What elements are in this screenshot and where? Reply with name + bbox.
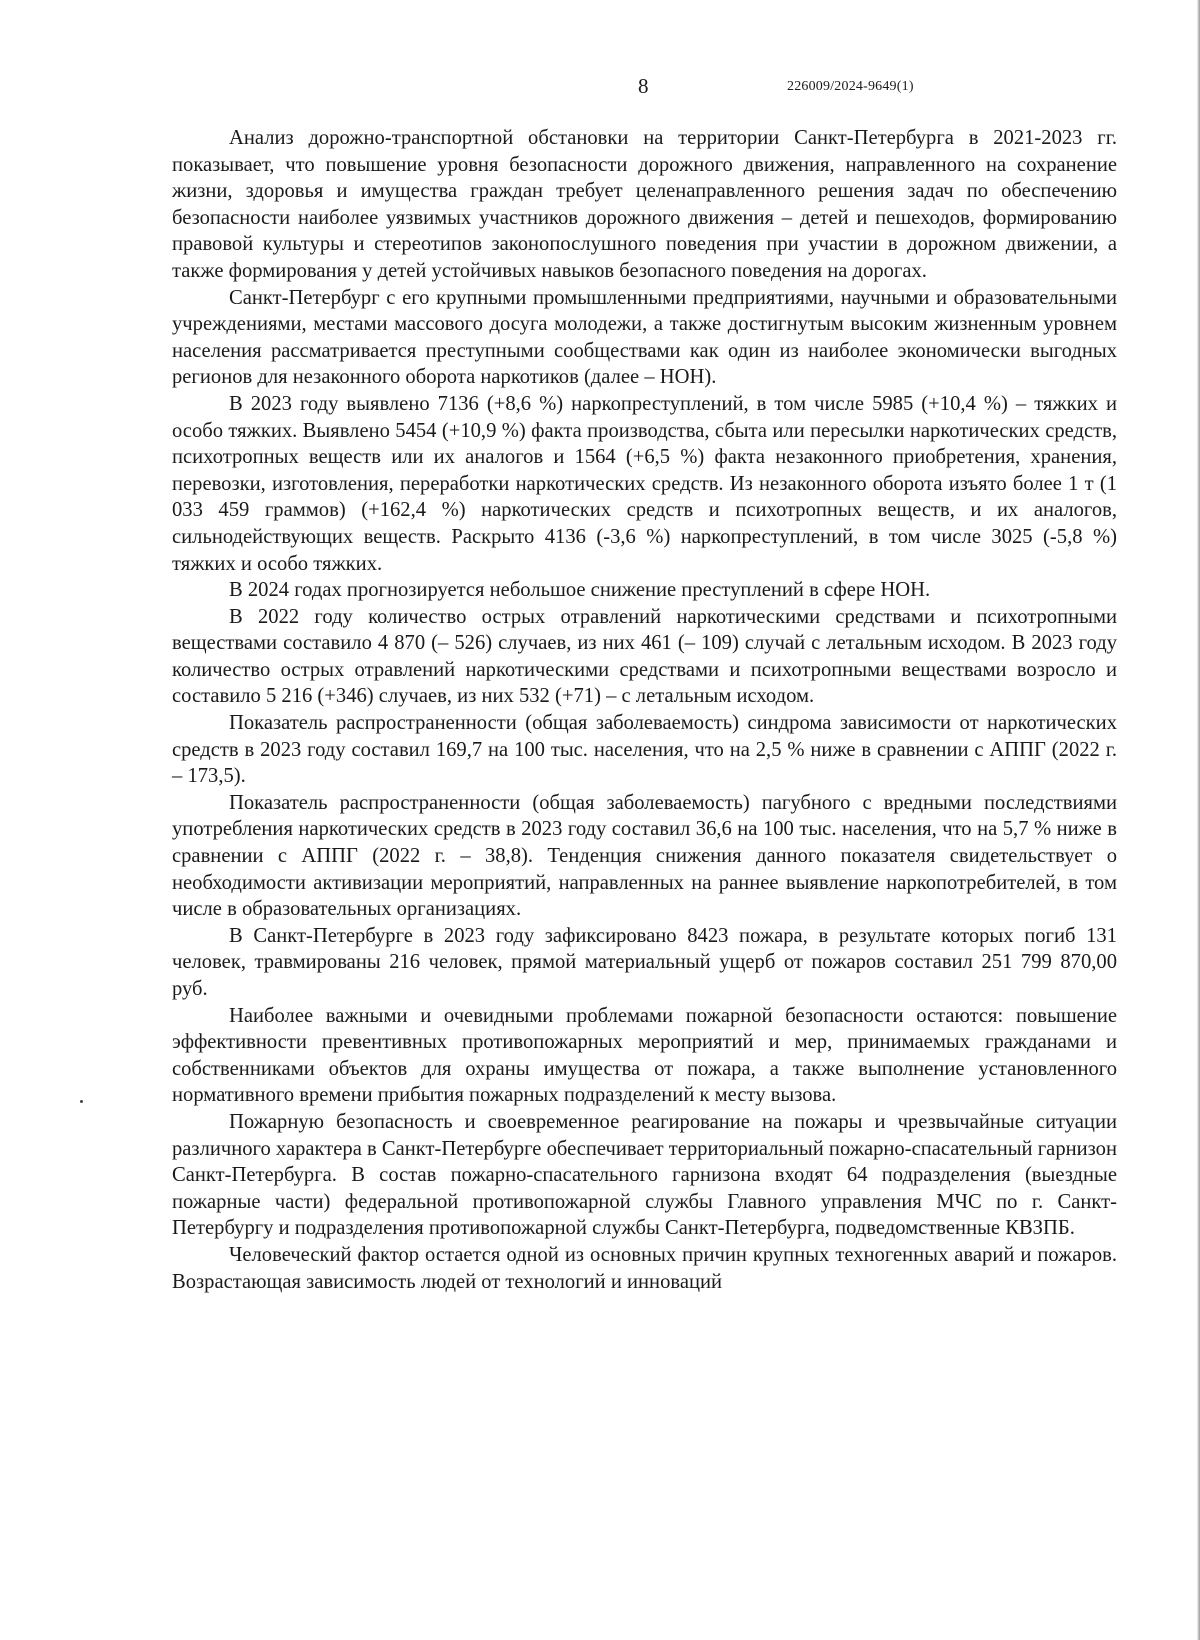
paragraph-forecast-2024: В 2024 годах прогнозируется небольшое снижение преступлений в сфере НОН.	[229, 579, 931, 602]
paragraph-drug-trafficking-region: Санкт-Петербург с его крупными промышленными предприятиями, научными и образовательными учреждениями, местами массового досуга молодежи, а также достигнутым высоким жизненным уровнем населения рассматривается преступными сообществами как один из наиболее экономически выгодных регионов для незаконного оборота наркотиков (далее – НОН).	[172, 286, 1117, 389]
paragraph-human-factor: Человеческий фактор остается одной из основных причин крупных техногенных аварий и пожаров. Возрастающая зависимость людей от технологий и инноваций	[172, 1243, 1117, 1293]
page-number: 8	[638, 74, 649, 98]
paragraph-poisonings: В 2022 году количество острых отравлений наркотическими средствами и психотропными веществами составило 4 870 (– 526) случаев, из них 461 (– 109) случай с летальным исходом. В 2023 году количество острых отравлений наркотическими средствами и психотропными веществами возросло и составило 5 216 (+346) случаев, из них 532 (+71) – с летальным исходом.	[172, 605, 1117, 708]
paragraph-dependence-prevalence: Показатель распространенности (общая заболеваемость) синдрома зависимости от наркотических средств в 2023 году составил 169,7 на 100 тыс. населения, что на 2,5 % ниже в сравнении с АППГ (2022 г. – 173,5).	[172, 712, 1117, 788]
paragraph-fires-2023: В Санкт-Петербурге в 2023 году зафиксировано 8423 пожара, в результате которых погиб 131 человек, травмированы 216 человек, прямой материальный ущерб от пожаров составил 251 799 870,00 руб.	[172, 924, 1117, 1000]
paragraph-drug-crimes-2023: В 2023 году выявлено 7136 (+8,6 %) наркопреступлений, в том числе 5985 (+10,4 %) – тяжких и особо тяжких. Выявлено 5454 (+10,9 %) факта производства, сбыта или пересылки наркотических средств, психотропных веществ или их аналогов и 1564 (+6,5 %) факта незаконного приобретения, хранения, перевозки, изготовления, переработки наркотических средств. Из незаконного оборота изъято более 1 т (1 033 459 граммов) (+162,4 %) наркотических средств и психотропных веществ, и их аналогов, сильнодействующих веществ. Раскрыто 4136 (-3,6 %) наркопреступлений, в том числе 3025 (-5,8 %) тяжких и особо тяжких.	[172, 392, 1117, 575]
paragraph-harmful-use-prevalence: Показатель распространенности (общая заболеваемость) пагубного с вредными последствиями употребления наркотических средств в 2023 году составил 36,6 на 100 тыс. населения, что на 5,7 % ниже в сравнении с АППГ (2022 г. – 38,8). Тенденция снижения данного показателя свидетельствует о необходимости активизации мероприятий, направленных на раннее выявление наркопотребителей, в том числе в образовательных организациях.	[172, 791, 1117, 921]
paragraph-road-safety: Анализ дорожно-транспортной обстановки на территории Санкт-Петербурга в 2021-2023 гг. показывает, что повышение уровня безопасности дорожного движения, направленного на сохранение жизни, здоровья и имущества граждан требует целенаправленного решения задач по обеспечению безопасности наиболее уязвимых участников дорожного движения – детей и пешеходов, формированию правовой культуры и стереотипов законопослушного поведения при участии в дорожном движении, а также формирования у детей устойчивых навыков безопасного поведения на дорогах.	[172, 127, 1117, 282]
document-registration-number: 226009/2024-9649(1)	[787, 79, 914, 94]
scan-speck	[80, 1100, 83, 1103]
page-header	[0, 74, 1200, 104]
document-body	[172, 125, 1117, 1295]
paragraph-fire-garrison: Пожарную безопасность и своевременное реагирование на пожары и чрезвычайные ситуации различного характера в Санкт-Петербурге обеспечивает территориальный пожарно-спасательный гарнизон Санкт-Петербурга. В состав пожарно-спасательного гарнизона входят 64 подразделения (выездные пожарные части) федеральной противопожарной службы Главного управления МЧС по г. Санкт-Петербургу и подразделения противопожарной службы Санкт-Петербурга, подведомственные КВЗПБ.	[172, 1110, 1117, 1240]
paragraph-fire-safety-problems: Наиболее важными и очевидными проблемами пожарной безопасности остаются: повышение эффективности превентивных противопожарных мероприятий и мер, принимаемых гражданами и собственниками объектов для охраны имущества от пожара, а также выполнение установленного нормативного времени прибытия пожарных подразделений к месту вызова.	[172, 1004, 1117, 1107]
